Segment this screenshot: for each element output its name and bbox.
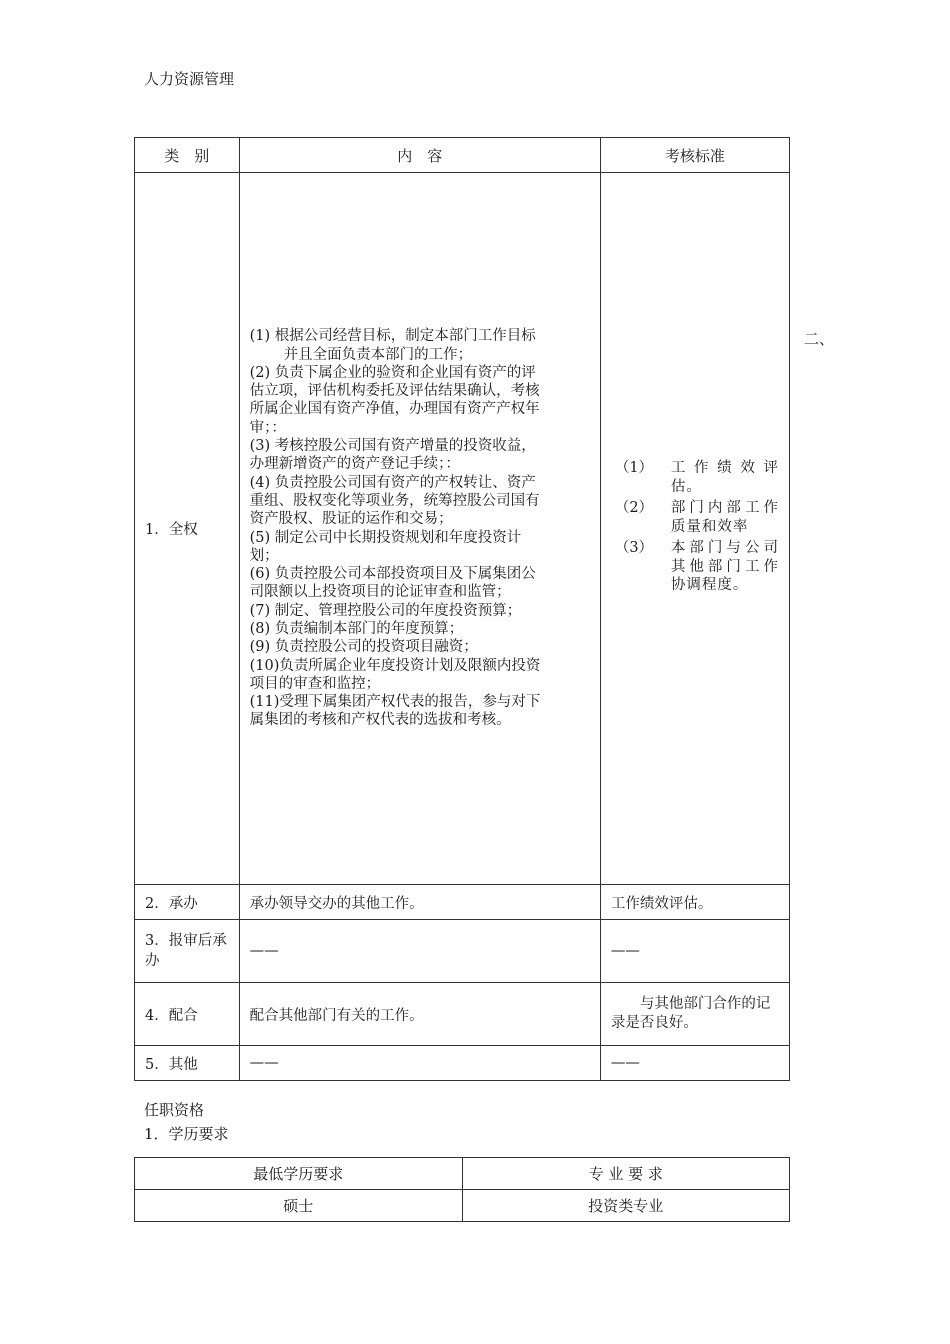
- table-row: [135, 1046, 790, 1081]
- standard-item: [615, 539, 779, 595]
- table-row: [135, 920, 790, 983]
- row-content: ——: [239, 920, 600, 983]
- education-subtitle: 1．学历要求: [144, 1125, 229, 1143]
- row-category: 4．配合: [135, 983, 240, 1046]
- content-line: 重组、股权变化等项业务，统筹控股公司国有: [249, 492, 540, 509]
- table-row: [135, 173, 790, 885]
- content-line: 划；: [249, 547, 279, 564]
- content-line: (2) 负责下属企业的验资和企业国有资产的评: [249, 364, 536, 381]
- min-education-value: 硕士: [135, 1190, 463, 1222]
- standard-item: [615, 499, 779, 536]
- qualification-title: 任职资格: [144, 1101, 205, 1119]
- row-standard: [600, 173, 789, 885]
- page-header: 人力资源管理: [144, 70, 235, 88]
- content-line: (4) 负责控股公司国有资产的产权转让、资产: [249, 474, 536, 491]
- duty-table-header-row: [135, 138, 790, 173]
- content-line: 资产股权、股证的运作和交易；: [249, 511, 453, 528]
- duty-table: [134, 137, 790, 1081]
- row-content: ——: [239, 1046, 600, 1081]
- standard-number: （2）: [614, 500, 654, 517]
- major-value: 投资类专业: [462, 1190, 790, 1222]
- content-line: 审；：: [249, 419, 286, 436]
- row-category: 3．报审后承办: [135, 920, 240, 983]
- standards-list: [615, 459, 779, 595]
- education-table: [134, 1157, 790, 1222]
- content-line: 所属企业国有资产净值，办理国有资产产权年: [249, 401, 540, 418]
- content-line: (9) 负责控股公司的投资项目融资；: [249, 639, 478, 656]
- content-line: 属集团的考核和产权代表的选拔和考核。: [249, 712, 511, 729]
- standard-text: 部门内部工作质量和效率: [670, 500, 779, 535]
- standard-number: （3）: [614, 540, 654, 557]
- standard-item: [615, 459, 779, 496]
- row-category: 5．其他: [135, 1046, 240, 1081]
- row-content: [239, 173, 600, 885]
- row-category: 1．全权: [135, 173, 240, 885]
- content-line: 并且全面负责本部门的工作；: [283, 346, 473, 363]
- row-standard: 与其他部门合作的记录是否良好。: [600, 983, 789, 1046]
- education-header-row: [135, 1158, 790, 1190]
- row-standard: ——: [600, 1046, 789, 1081]
- table-row: [135, 885, 790, 920]
- section-number-mark: 二、: [804, 330, 835, 348]
- content-line: (6) 负责控股公司本部投资项目及下属集团公: [249, 566, 536, 583]
- content-line: 项目的审查和监控；: [249, 675, 381, 692]
- header-content: 内 容: [239, 138, 600, 173]
- content-line: (10)负责所属企业年度投资计划及限额内投资: [249, 657, 541, 674]
- header-category: 类 别: [135, 138, 240, 173]
- standard-text: 工作绩效评估。: [670, 460, 779, 495]
- table-row: [135, 1190, 790, 1222]
- content-line: (5) 制定公司中长期投资规划和年度投资计: [249, 529, 522, 546]
- content-line: (3) 考核控股公司国有资产增量的投资收益，: [249, 438, 536, 455]
- content-list: [250, 327, 590, 730]
- header-major: 专 业 要 求: [462, 1158, 790, 1190]
- row-content: 配合其他部门有关的工作。: [239, 983, 600, 1046]
- content-line: 估立项，评估机构委托及评估结果确认，考核: [249, 383, 540, 400]
- content-line: (8) 负责编制本部门的年度预算；: [249, 620, 464, 637]
- row-standard: 工作绩效评估。: [600, 885, 789, 920]
- row-content: 承办领导交办的其他工作。: [239, 885, 600, 920]
- header-standard: 考核标准: [600, 138, 789, 173]
- row-category: 2．承办: [135, 885, 240, 920]
- content-line: (7) 制定、管理控股公司的年度投资预算；: [249, 602, 522, 619]
- content-line: 司限额以上投资项目的论证审查和监管；: [249, 584, 511, 601]
- content-line: (11)受理下属集团产权代表的报告，参与对下: [249, 694, 541, 711]
- standard-number: （1）: [614, 460, 654, 477]
- standard-text: 本部门与公司其他部门工作协调程度。: [670, 540, 779, 594]
- content-line: 办理新增资产的资产登记手续；：: [249, 456, 460, 473]
- header-min-education: 最低学历要求: [135, 1158, 463, 1190]
- table-row: [135, 983, 790, 1046]
- content-line: (1) 根据公司经营目标，制定本部门工作目标: [249, 328, 536, 345]
- row-standard: ——: [600, 920, 789, 983]
